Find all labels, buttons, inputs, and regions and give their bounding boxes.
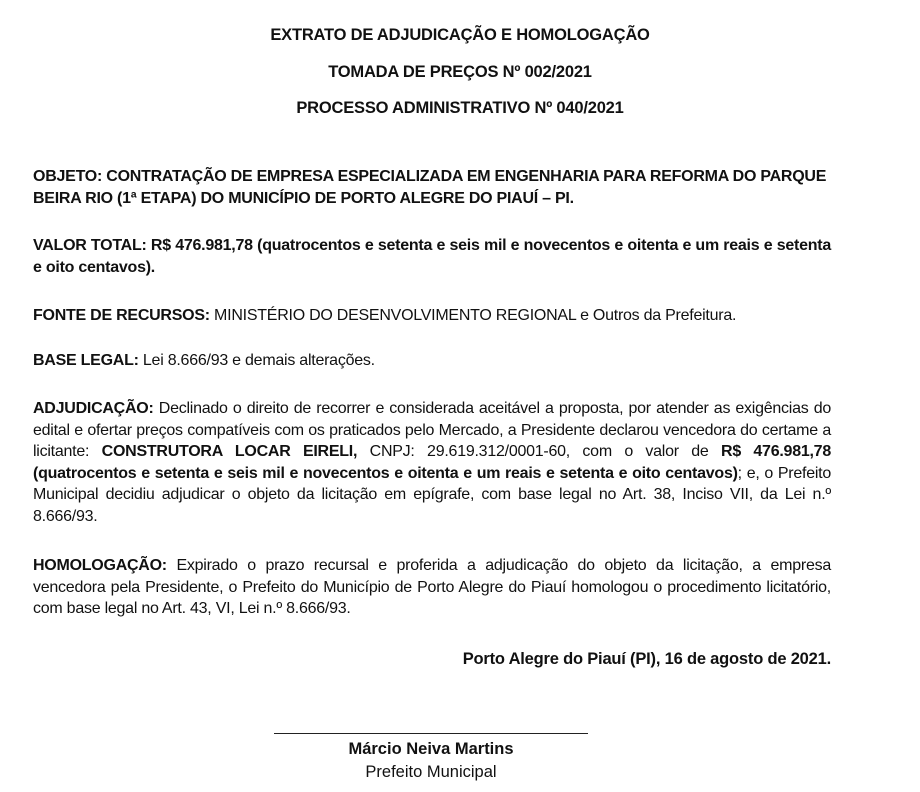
base-legal-text: Lei 8.666/93 e demais alterações. — [142, 352, 375, 369]
signature-line — [274, 733, 588, 734]
base-legal-label: BASE LEGAL: — [33, 352, 139, 369]
adjudicacao-amount: R$ 476.981,78 (quatrocentos e setenta e seis mil e novecentos e oitenta e um reais e setenta e oito centavos) — [33, 443, 831, 482]
fonte-recursos-label: FONTE DE RECURSOS: — [33, 307, 210, 324]
homologacao-section — [33, 555, 831, 620]
process-number: PROCESSO ADMINISTRATIVO Nº 040/2021 — [296, 99, 624, 117]
fonte-recursos-text: MINISTÉRIO DO DESENVOLVIMENTO REGIONAL e Outros da Prefeitura. — [214, 307, 737, 324]
adjudicacao-text-1: Declinado o direito de recorrer e considerada aceitável a proposta, por atender as exigências do edital e ofertar preços compatíveis com os praticados pelo Mercado, a Presidente declarou vencedora do certame a licitante: — [33, 400, 831, 460]
adjudicacao-text-3: ; e, o Prefeito Municipal decidiu adjudicar o objeto da licitação em epígrafe, com base legal no Art. 38, Inciso VII, da Lei n.º 8.666/93. — [33, 464, 831, 525]
signatory-name: Márcio Neiva Martins — [348, 740, 514, 758]
fonte-recursos-section — [33, 305, 831, 327]
document-date: Porto Alegre do Piauí (PI), 16 de agosto de 2021. — [462, 650, 831, 668]
homologacao-text: Expirado o prazo recursal e proferida a adjudicação do objeto da licitação, a empresa vencedora pela Presidente, o Prefeito do Município de Porto Alegre do Piauí homologou o procedimento licitatório, com base legal no Art. 43, VI, Lei n.º 8.666/93. — [33, 557, 831, 617]
objeto-text: OBJETO: CONTRATAÇÃO DE EMPRESA ESPECIALIZADA EM ENGENHARIA PARA REFORMA DO PARQUE BEIRA RIO (1ª ETAPA) DO MUNICÍPIO DE PORTO ALEGRE DO PIAUÍ – PI. — [33, 168, 827, 207]
adjudicacao-label: ADJUDICAÇÃO: — [33, 400, 154, 417]
valor-total-label: VALOR TOTAL: — [33, 237, 147, 254]
adjudicacao-section — [33, 398, 831, 527]
homologacao-label: HOMOLOGAÇÃO: — [33, 557, 167, 574]
signatory-role: Prefeito Municipal — [365, 763, 497, 781]
valor-total-text: R$ 476.981,78 (quatrocentos e setenta e seis mil e novecentos e oitenta e um reais e setenta e oito centavos). — [33, 237, 831, 276]
document-title: EXTRATO DE ADJUDICAÇÃO E HOMOLOGAÇÃO — [270, 26, 650, 44]
winning-company: CONSTRUTORA LOCAR EIRELI, — [101, 443, 358, 460]
objeto-section — [33, 166, 831, 209]
adjudicacao-text-2: CNPJ: 29.619.312/0001-60, com o valor de — [369, 443, 709, 460]
valor-total-section — [33, 235, 831, 278]
tender-number: TOMADA DE PREÇOS Nº 002/2021 — [328, 63, 592, 81]
base-legal-section — [33, 350, 831, 372]
